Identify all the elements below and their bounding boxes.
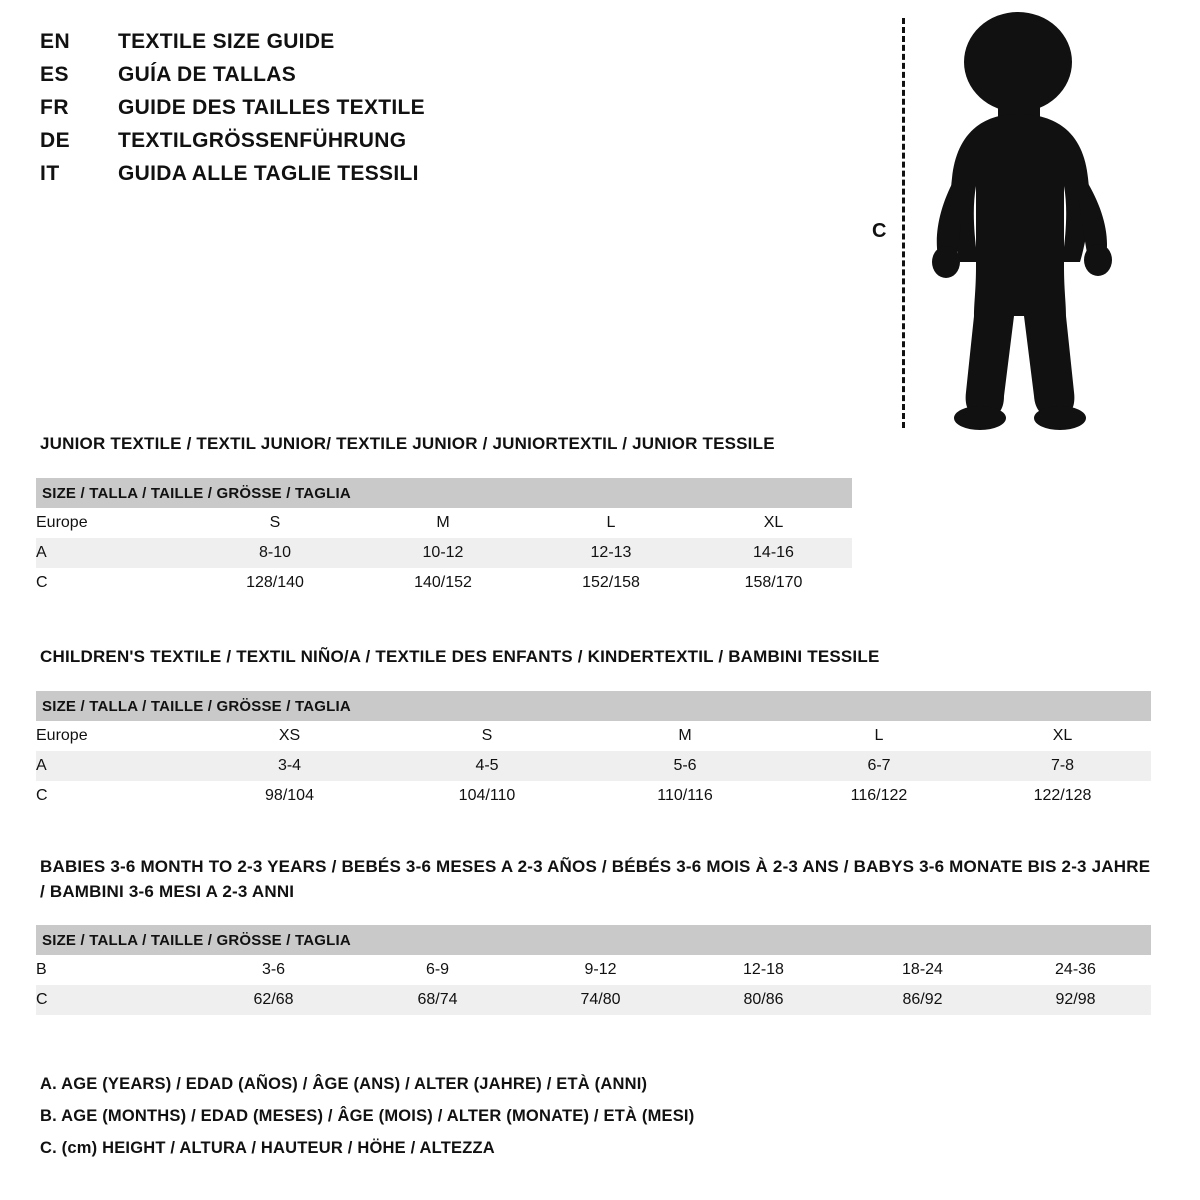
cell-value: XS — [191, 721, 388, 751]
cell-value: 12-18 — [682, 955, 845, 985]
cell-value: 18-24 — [845, 955, 1000, 985]
table-row — [36, 751, 1151, 781]
table-row — [36, 568, 852, 598]
table-band-row — [36, 691, 1151, 721]
cell-value: 68/74 — [356, 985, 519, 1015]
height-marker-label: C — [872, 220, 887, 242]
cell-value: 3-4 — [191, 751, 388, 781]
cell-value: 10-12 — [359, 538, 527, 568]
cell-value: 6-7 — [784, 751, 974, 781]
cell-value: 14-16 — [695, 538, 852, 568]
cell-value: 80/86 — [682, 985, 845, 1015]
height-dashed-line — [902, 18, 905, 428]
language-row — [40, 96, 600, 129]
legend-line-b: B. AGE (MONTHS) / EDAD (MESES) / ÂGE (MOIS) / ALTER (MONATE) / ETÀ (MESI) — [40, 1107, 695, 1126]
cell-value: 128/140 — [191, 568, 359, 598]
language-row — [40, 63, 600, 96]
child-silhouette-icon — [918, 10, 1128, 430]
row-label: Europe — [36, 508, 191, 538]
table-row — [36, 781, 1151, 811]
cell-value: XL — [974, 721, 1151, 751]
row-label: A — [36, 751, 191, 781]
cell-value: 140/152 — [359, 568, 527, 598]
cell-value: 92/98 — [1000, 985, 1151, 1015]
legend-line-c: C. (cm) HEIGHT / ALTURA / HAUTEUR / HÖHE / ALTEZZA — [40, 1139, 495, 1158]
section-title-babies: BABIES 3-6 MONTH TO 2-3 YEARS / BEBÉS 3-6 MESES A 2-3 AÑOS / BÉBÉS 3-6 MOIS À 2-3 ANS / BABYS 3-6 MONATE BIS 2-3 JAHRE / BAMBINI 3-6 MESI A 2-3 ANNI — [40, 857, 1151, 901]
cell-value: 4-5 — [388, 751, 586, 781]
row-label: Europe — [36, 721, 191, 751]
row-label: C — [36, 568, 191, 598]
language-code: ES — [40, 63, 70, 86]
figure-area — [872, 10, 1140, 430]
table-band-label: SIZE / TALLA / TAILLE / GRÖSSE / TAGLIA — [36, 478, 852, 508]
table-band-label: SIZE / TALLA / TAILLE / GRÖSSE / TAGLIA — [36, 691, 1151, 721]
section-title-junior: JUNIOR TEXTILE / TEXTIL JUNIOR/ TEXTILE JUNIOR / JUNIORTEXTIL / JUNIOR TESSILE — [40, 434, 775, 453]
row-label: C — [36, 985, 191, 1015]
cell-value: S — [388, 721, 586, 751]
cell-value: L — [784, 721, 974, 751]
table-row — [36, 508, 852, 538]
cell-value: 8-10 — [191, 538, 359, 568]
table-row — [36, 985, 1151, 1015]
language-row — [40, 162, 600, 195]
cell-value: 9-12 — [519, 955, 682, 985]
cell-value: 122/128 — [974, 781, 1151, 811]
cell-value: 24-36 — [1000, 955, 1151, 985]
table-band-label: SIZE / TALLA / TAILLE / GRÖSSE / TAGLIA — [36, 925, 1151, 955]
language-title: GUÍA DE TALLAS — [118, 63, 297, 86]
language-title: GUIDE DES TAILLES TEXTILE — [118, 96, 425, 119]
cell-value: 74/80 — [519, 985, 682, 1015]
cell-value: 62/68 — [191, 985, 356, 1015]
cell-value: 158/170 — [695, 568, 852, 598]
cell-value: 152/158 — [527, 568, 695, 598]
language-row — [40, 30, 600, 63]
cell-value: 7-8 — [974, 751, 1151, 781]
language-row — [40, 129, 600, 162]
language-code: EN — [40, 30, 71, 53]
cell-value: 12-13 — [527, 538, 695, 568]
row-label: B — [36, 955, 191, 985]
row-label: A — [36, 538, 191, 568]
language-code: IT — [40, 162, 60, 185]
junior-size-table — [36, 478, 852, 598]
cell-value: 3-6 — [191, 955, 356, 985]
legend-block — [40, 1068, 1140, 1165]
cell-value: L — [527, 508, 695, 538]
table-row — [36, 538, 852, 568]
legend-line-a: A. AGE (YEARS) / EDAD (AÑOS) / ÂGE (ANS) / ALTER (JAHRE) / ETÀ (ANNI) — [40, 1075, 648, 1093]
language-title: TEXTILGRÖSSENFÜHRUNG — [118, 129, 407, 152]
cell-value: 110/116 — [586, 781, 784, 811]
cell-value: 86/92 — [845, 985, 1000, 1015]
cell-value: M — [586, 721, 784, 751]
language-title: GUIDA ALLE TAGLIE TESSILI — [118, 162, 419, 185]
table-band-row — [36, 478, 852, 508]
cell-value: S — [191, 508, 359, 538]
table-row — [36, 955, 1151, 985]
cell-value: 6-9 — [356, 955, 519, 985]
table-row — [36, 721, 1151, 751]
cell-value: 116/122 — [784, 781, 974, 811]
language-code: DE — [40, 129, 71, 152]
cell-value: 98/104 — [191, 781, 388, 811]
cell-value: 5-6 — [586, 751, 784, 781]
language-title: TEXTILE SIZE GUIDE — [118, 30, 335, 53]
babies-size-table — [36, 925, 1151, 1015]
language-header — [40, 30, 600, 195]
cell-value: M — [359, 508, 527, 538]
children-size-table — [36, 691, 1151, 811]
table-band-row — [36, 925, 1151, 955]
cell-value: 104/110 — [388, 781, 586, 811]
cell-value: XL — [695, 508, 852, 538]
row-label: C — [36, 781, 191, 811]
language-code: FR — [40, 96, 69, 119]
section-title-children: CHILDREN'S TEXTILE / TEXTIL NIÑO/A / TEXTILE DES ENFANTS / KINDERTEXTIL / BAMBINI TESSILE — [40, 647, 880, 666]
